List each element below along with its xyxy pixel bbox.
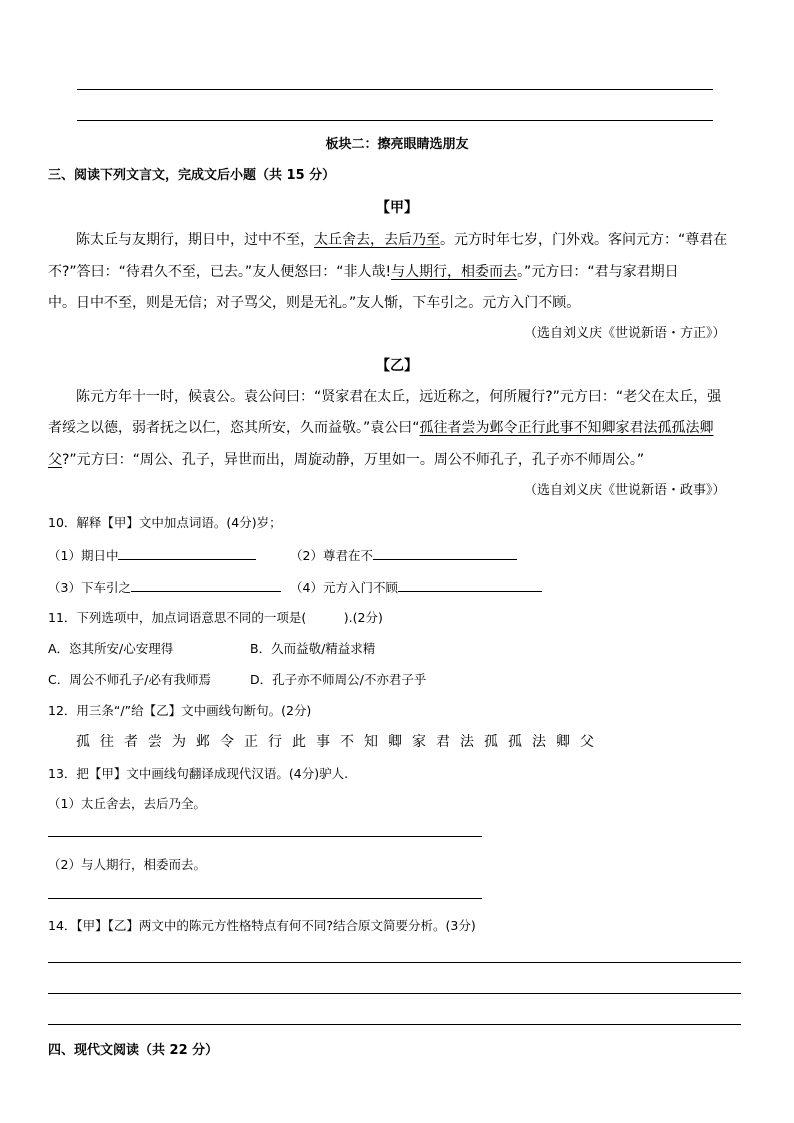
question-13-item-2: （2）与人期行，相委而去。 [48,857,206,872]
sentence-character: 孤 [76,734,90,750]
answer-line-14-2[interactable] [48,993,741,994]
underlined-sentence-1: 太丘舍去，去后乃至 [314,232,440,248]
sentence-character: 卿 [556,734,570,750]
sentence-character: 正 [244,734,258,750]
question-4-header: 四、现代文阅读（共 22 分） [48,1043,219,1058]
question-13-item-1: （1）太丘舍去，去后乃全。 [48,796,206,811]
sentence-character: 父 [580,734,594,750]
answer-blank[interactable] [373,545,517,560]
passage-jia-source: （选自刘义庆《世说新语・方正》） [524,326,726,341]
question-10-item-4 [290,577,542,597]
question-12-character-row [76,732,604,752]
sentence-character: 往 [100,734,114,750]
question-14-stem: 14．【甲】【乙】两文中的陈元方性格特点有何不同?结合原文简要分析。(3分) [48,918,476,933]
answer-line-13-2[interactable] [48,898,482,899]
sentence-character: 行 [268,734,282,750]
passage-jia-line-2 [48,262,679,282]
passage-yi-line-1: 陈元方年十一时，候袁公。袁公问曰：“贤家君在太丘，远近称之，何所履行?”元方曰：“老父在太丘，强 [76,389,722,405]
sentence-character: 知 [364,734,378,750]
passage-jia-label: 【甲】 [376,200,418,216]
passage-jia-text: 陈太丘与友期行，期日中，过中不至， [76,232,314,248]
answer-blank[interactable] [118,545,256,560]
answer-line-14-1[interactable] [48,962,741,963]
question-10-item-1 [48,545,256,565]
question-11-option-b[interactable]: B．久而益敬/精益求精 [250,641,376,656]
sentence-character: 尝 [148,734,162,750]
sentence-character: 此 [292,734,306,750]
question-3-header: 三、阅读下列文言文，完成文后小题（共 15 分） [48,168,336,183]
sentence-character: 孤 [508,734,522,750]
sentence-character: 法 [460,734,474,750]
passage-yi-label: 【乙】 [376,358,418,374]
sentence-character: 事 [316,734,330,750]
question-10-stem: 10．解释【甲】文中加点词语。(4分)岁； [48,515,282,530]
answer-blank[interactable] [398,577,542,592]
question-11-option-a[interactable]: A．恣其所安/心安理得 [48,641,174,656]
underlined-sentence-yi: 孤往者尝为邺令正行此事不知卿家君法孤孤法卿 [419,420,714,436]
passage-yi-source: （选自刘义庆《世说新语・政事》） [524,483,726,498]
answer-blank[interactable] [131,577,281,592]
item-label: （2）尊君在不 [290,548,373,563]
question-10-item-3 [48,577,281,597]
passage-yi-text: 者绥之以德，弱者抚之以仁，恣其所安，久而益敬。”袁公曰“ [48,420,420,436]
answer-line-14-3[interactable] [48,1024,741,1025]
question-11-option-c[interactable]: C．周公不师孔子/必有我师焉 [48,672,211,687]
passage-jia-text: 。”元方曰：“君与家君期日 [517,264,679,280]
question-12-stem: 12．用三条“/”给【乙】文中画线句断句。(2分) [48,703,312,718]
answer-line-top-1 [77,89,713,90]
item-label: （1）期日中 [48,548,119,563]
passage-jia-text: 不?”答曰：“待君久不至，已去。”友人便怒曰：“非人哉! [48,264,392,280]
sentence-character: 为 [172,734,186,750]
sentence-character: 君 [436,734,450,750]
sentence-character: 家 [412,734,426,750]
passage-yi-line-2 [48,418,714,438]
sentence-character: 孤 [484,734,498,750]
item-label: （4）元方入门不顾 [290,580,398,595]
item-label: （3）下车引之 [48,580,131,595]
passage-yi-line-3 [48,450,644,470]
sentence-character: 卿 [388,734,402,750]
sentence-character: 法 [532,734,546,750]
underlined-sentence-2: 与人期行，相委而去 [391,264,518,280]
answer-line-13-1[interactable] [48,836,482,837]
question-11-option-d[interactable]: D．孔子亦不师周公/不亦君子乎 [250,672,427,687]
passage-jia-text: 。元方时年七岁，门外戏。客问元方：“尊君在 [440,232,728,248]
section-title: 板块二：擦亮眼睛选朋友 [325,137,469,152]
passage-jia-line-1 [76,230,727,250]
question-10-item-2 [290,545,517,565]
sentence-character: 令 [220,734,234,750]
question-11-stem: 11．下列选项中，加点词语意思不同的一项是( ).(2分) [48,610,383,625]
question-13-stem: 13．把【甲】文中画线句翻译成现代汉语。(4分)驴人. [48,766,349,781]
answer-line-top-2 [77,120,713,121]
sentence-character: 不 [340,734,354,750]
sentence-character: 邺 [196,734,210,750]
sentence-character: 者 [124,734,138,750]
passage-yi-text: ?”元方曰：“周公、孔子，异世而出，周旋动静，万里如一。周公不师孔子，孔子亦不师周公。” [62,452,645,468]
passage-jia-line-3: 中。日中不至，则是无信；对子骂父，则是无礼。”友人惭，下车引之。元方入门不顾。 [48,295,581,311]
underlined-sentence-yi-end: 父 [48,452,62,468]
